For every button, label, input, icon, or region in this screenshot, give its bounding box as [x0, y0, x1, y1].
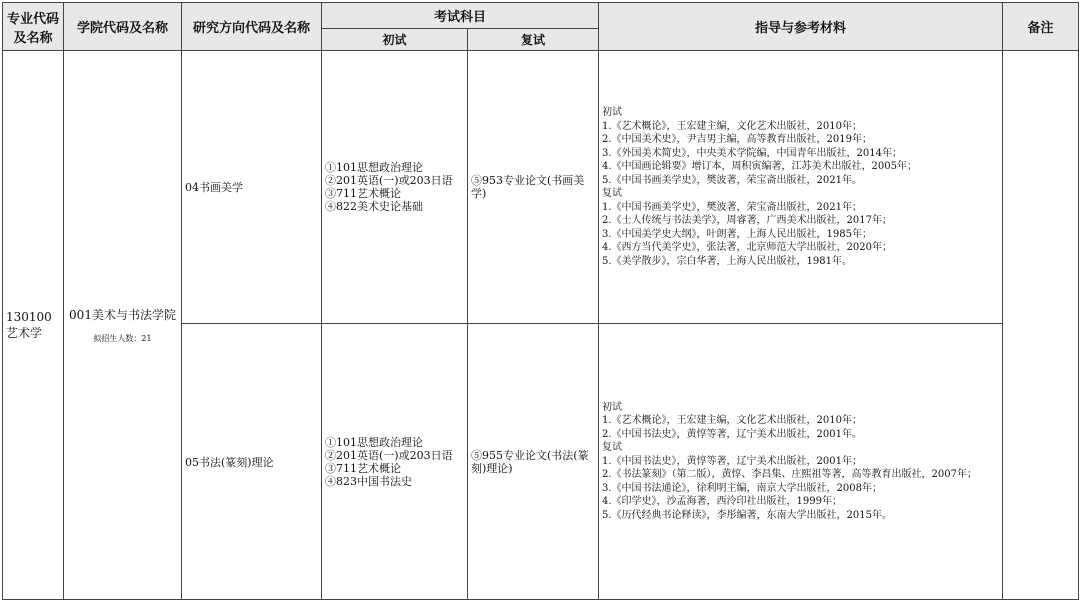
- material-line: 2.《中国书法史》，黄惇等著，辽宁美术出版社，2001年。: [602, 428, 863, 440]
- material-line: 3.《外国美术简史》，中央美术学院编，中国青年出版社，2014年；: [602, 147, 903, 159]
- college-cell: [64, 51, 182, 600]
- material-line: 复试: [602, 442, 623, 454]
- direction-cell: 05书法(篆刻)理论: [182, 324, 322, 600]
- initial-exams-cell: [322, 51, 468, 324]
- exam-item: ③711艺术概论: [325, 461, 401, 475]
- header-college: 学院代码及名称: [64, 3, 182, 51]
- header-initial-exam: 初试: [322, 29, 468, 51]
- direction-cell: 04书画美学: [182, 51, 322, 324]
- exam-item: ④822美术史论基础: [325, 200, 423, 213]
- header-exam-subjects: 考试科目: [322, 3, 599, 29]
- material-line: 4.《西方当代美学史》，张法著，北京师范大学出版社，2020年；: [602, 242, 893, 253]
- material-line: 5.《历代经典书论释读》，李彤编著，东南大学出版社，2015年。: [602, 509, 893, 521]
- material-line: 4.《印学史》，沙孟海著，西泠印社出版社，1999年；: [602, 496, 843, 508]
- material-line: 1.《中国书法史》，黄惇等著，辽宁美术出版社，2001年；: [602, 455, 863, 467]
- exam-item: ③711艺术概论: [325, 187, 401, 200]
- major-code: 130100: [6, 310, 52, 324]
- exam-item: ②201英语(一)或203日语: [325, 448, 453, 462]
- material-line: 5.《美学散步》，宗白华著，上海人民出版社，1981年。: [602, 255, 853, 267]
- material-line: 1.《艺术概论》，王宏建主编，文化艺术出版社，2010年；: [602, 120, 863, 132]
- header-materials: 指导与参考材料: [599, 3, 1003, 51]
- material-line: 3.《中国美学史大纲》，叶朗著，上海人民出版社，1985年；: [602, 228, 873, 240]
- materials-cell: [599, 51, 1003, 324]
- exam-item: ②201英语(一)或203日语: [325, 174, 453, 187]
- material-line: 3.《中国书法通论》，徐利明主编，南京大学出版社，2008年；: [602, 482, 883, 494]
- material-line: 1.《中国书画美学史》，樊波著，荣宝斋出版社，2021年；: [602, 201, 863, 213]
- major-cell: [3, 51, 64, 600]
- major-name: 艺术学: [6, 326, 43, 340]
- initial-exams-cell: [322, 324, 468, 600]
- material-line: 复试: [602, 188, 623, 199]
- material-line: 5.《中国书画美学史》，樊波著，荣宝斋出版社，2021年。: [602, 174, 863, 186]
- materials-cell: [599, 324, 1003, 600]
- material-line: 2.《书法篆刻》（第二版），黄惇、李昌集、庄熙祖等著，高等教育出版社，2007年；: [602, 469, 978, 481]
- header-direction: 研究方向代码及名称: [182, 3, 322, 51]
- header-major: 专业代码及名称: [3, 3, 64, 51]
- remarks-cell: [1003, 51, 1079, 600]
- exam-item: ①101思想政治理论: [325, 161, 423, 174]
- enrollment-table: [2, 2, 1079, 600]
- college-name: 001美术与书法学院: [69, 308, 176, 322]
- header-remarks: 备注: [1003, 3, 1079, 51]
- header-retest-exam: 复试: [468, 29, 599, 51]
- material-line: 初试: [602, 401, 623, 413]
- material-line: 2.《中国美术史》，尹吉男主编，高等教育出版社，2019年；: [602, 134, 873, 145]
- enrollment-quota: 拟招生人数：21: [93, 334, 152, 343]
- material-line: 4.《中国画论辑要》增订本，周积寅编著，江苏美术出版社，2005年；: [602, 161, 918, 172]
- exam-item: ④823中国书法史: [325, 474, 412, 488]
- material-line: 初试: [602, 107, 623, 118]
- material-line: 1.《艺术概论》，王宏建主编，文化艺术出版社，2010年；: [602, 415, 863, 427]
- retest-exam-cell: ⑤955专业论文(书法(篆刻)理论): [468, 324, 599, 600]
- material-line: 2.《士人传统与书法美学》，周睿著，广西美术出版社，2017年；: [602, 215, 893, 226]
- retest-exam-cell: ⑤953专业论文(书画美学): [468, 51, 599, 324]
- exam-item: ①101思想政治理论: [325, 435, 423, 449]
